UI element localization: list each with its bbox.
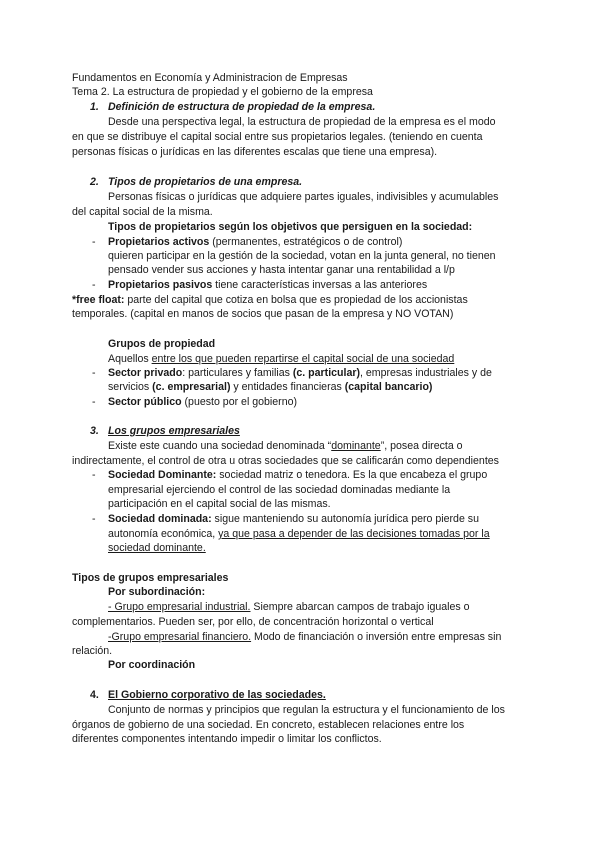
text: ”, posea directa o <box>380 440 463 452</box>
list-item <box>108 468 487 482</box>
paragraph-line: complementarios. Pueden ser, por ello, de concentración horizontal o vertical <box>72 616 434 628</box>
subheading: Por coordinación <box>108 659 196 671</box>
term: Sector público <box>108 396 182 408</box>
text: autonomía económica, <box>108 528 219 540</box>
paragraph-line <box>108 439 463 453</box>
term: Propietarios pasivos <box>108 279 213 291</box>
paragraph-line: indirectamente, el control de otra u otras sociedades que se calificarán como dependientes <box>72 455 499 467</box>
definition: (permanentes, estratégicos o de control) <box>209 236 403 248</box>
text: y entidades financieras <box>230 381 345 393</box>
definition: tiene características inversas a las anteriores <box>212 279 428 291</box>
bullet-dash: - <box>92 367 96 379</box>
subheading: Grupos de propiedad <box>108 338 216 350</box>
section-4-heading: El Gobierno corporativo de las sociedades. <box>108 689 326 701</box>
text: servicios <box>108 381 153 393</box>
list-item <box>108 235 402 249</box>
paragraph-line <box>108 380 432 394</box>
text: , empresas industriales y de <box>360 367 492 379</box>
subheading: Tipos de propietarios según los objetivos que persiguen en la sociedad: <box>108 221 473 233</box>
paragraph-line: quieren participar en la gestión de la sociedad, votan en la junta general, no tienen <box>108 250 496 262</box>
paragraph-line: en que se distribuye el capital social entre sus propietarios legales. (teniendo en cuenta <box>72 131 483 143</box>
text: (puesto por el gobierno) <box>181 396 298 408</box>
paragraph-line: personas físicas o jurídicas en las diferentes escalas que tiene una empresa). <box>72 146 438 158</box>
term: Propietarios activos <box>108 236 210 248</box>
underlined-text: entre los que pueden repartirse el capital social de una sociedad <box>151 353 455 365</box>
underlined-text: -Grupo empresarial financiero. <box>108 631 252 643</box>
text: Aquellos <box>108 353 152 365</box>
bullet-dash: - <box>92 279 96 291</box>
list-item <box>108 395 297 409</box>
text: Modo de financiación o inversión entre empresas sin <box>251 631 502 643</box>
course-title: Fundamentos en Economía y Administracion de Empresas <box>72 72 348 84</box>
section-1-number: 1. <box>90 101 99 113</box>
bullet-dash: - <box>92 513 96 525</box>
section-3-heading: Los grupos empresariales <box>108 425 240 437</box>
definition: parte del capital que cotiza en bolsa que es propiedad de los accionistas <box>124 294 468 306</box>
paragraph-line: participación en el capital social de las mismas. <box>108 498 331 510</box>
paragraph-line <box>108 630 501 644</box>
text: : particulares y familias <box>182 367 293 379</box>
section-1-heading: Definición de estructura de propiedad de la empresa. <box>108 101 376 113</box>
definition: sigue manteniendo su autonomía jurídica pero pierde su <box>211 513 479 525</box>
definition: sociedad matriz o tenedora. Es la que encabeza el grupo <box>216 469 488 481</box>
bullet-dash: - <box>92 236 96 248</box>
paragraph-line: Desde una perspectiva legal, la estructura de propiedad de la empresa es el modo <box>108 116 496 128</box>
section-2-number: 2. <box>90 176 99 188</box>
section-4-number: 4. <box>90 689 99 701</box>
paragraph-line <box>108 527 490 541</box>
underlined-text: sociedad dominante. <box>108 542 206 554</box>
paragraph-line: del capital social de la misma. <box>72 206 213 218</box>
paragraph-line: Conjunto de normas y principios que regulan la estructura y el funcionamiento de los <box>108 704 505 716</box>
subheading: Tipos de grupos empresariales <box>72 572 229 584</box>
paragraph-line <box>108 600 470 614</box>
paragraph-line: relación. <box>72 645 113 657</box>
subheading: Por subordinación: <box>108 586 206 598</box>
underlined-text: - Grupo empresarial industrial. <box>108 601 251 613</box>
paragraph-line: pensado vender sus acciones y hasta intentar ganar una rentabilidad a l/p <box>108 264 455 276</box>
topic-title: Tema 2. La estructura de propiedad y el gobierno de la empresa <box>72 86 373 98</box>
underlined-text: dominante <box>331 440 381 452</box>
term: Sector privado <box>108 367 183 379</box>
term: *free float: <box>72 294 125 306</box>
term: (c. empresarial) <box>152 381 231 393</box>
paragraph-line: empresarial ejerciendo el control de las sociedad dominadas mediante la <box>108 484 451 496</box>
section-2-heading: Tipos de propietarios de una empresa. <box>108 176 303 188</box>
list-item <box>108 512 479 526</box>
list-item <box>108 366 492 380</box>
paragraph-line <box>108 352 454 366</box>
paragraph-line: diferentes componentes intentando impedir o limitar los conflictos. <box>72 733 382 745</box>
paragraph-line: temporales. (capital en manos de socios que pasan de la empresa y NO VOTAN) <box>72 308 454 320</box>
term: Sociedad dominada: <box>108 513 212 525</box>
paragraph-line: Personas físicas o jurídicas que adquiere partes iguales, indivisibles y acumulables <box>108 191 499 203</box>
text: Siempre abarcan campos de trabajo iguales o <box>250 601 470 613</box>
text: Existe este cuando una sociedad denominada “ <box>108 440 332 452</box>
bullet-dash: - <box>92 396 96 408</box>
list-item <box>108 278 427 292</box>
term: Sociedad Dominante: <box>108 469 217 481</box>
term: (capital bancario) <box>344 381 433 393</box>
underlined-text: ya que pasa a depender de las decisiones tomadas por la <box>218 528 490 540</box>
paragraph-line: órganos de gobierno de una sociedad. En concreto, establecen relaciones entre los <box>72 719 465 731</box>
note-line <box>72 293 468 307</box>
section-3-number: 3. <box>90 425 99 437</box>
term: (c. particular) <box>292 367 360 379</box>
bullet-dash: - <box>92 469 96 481</box>
